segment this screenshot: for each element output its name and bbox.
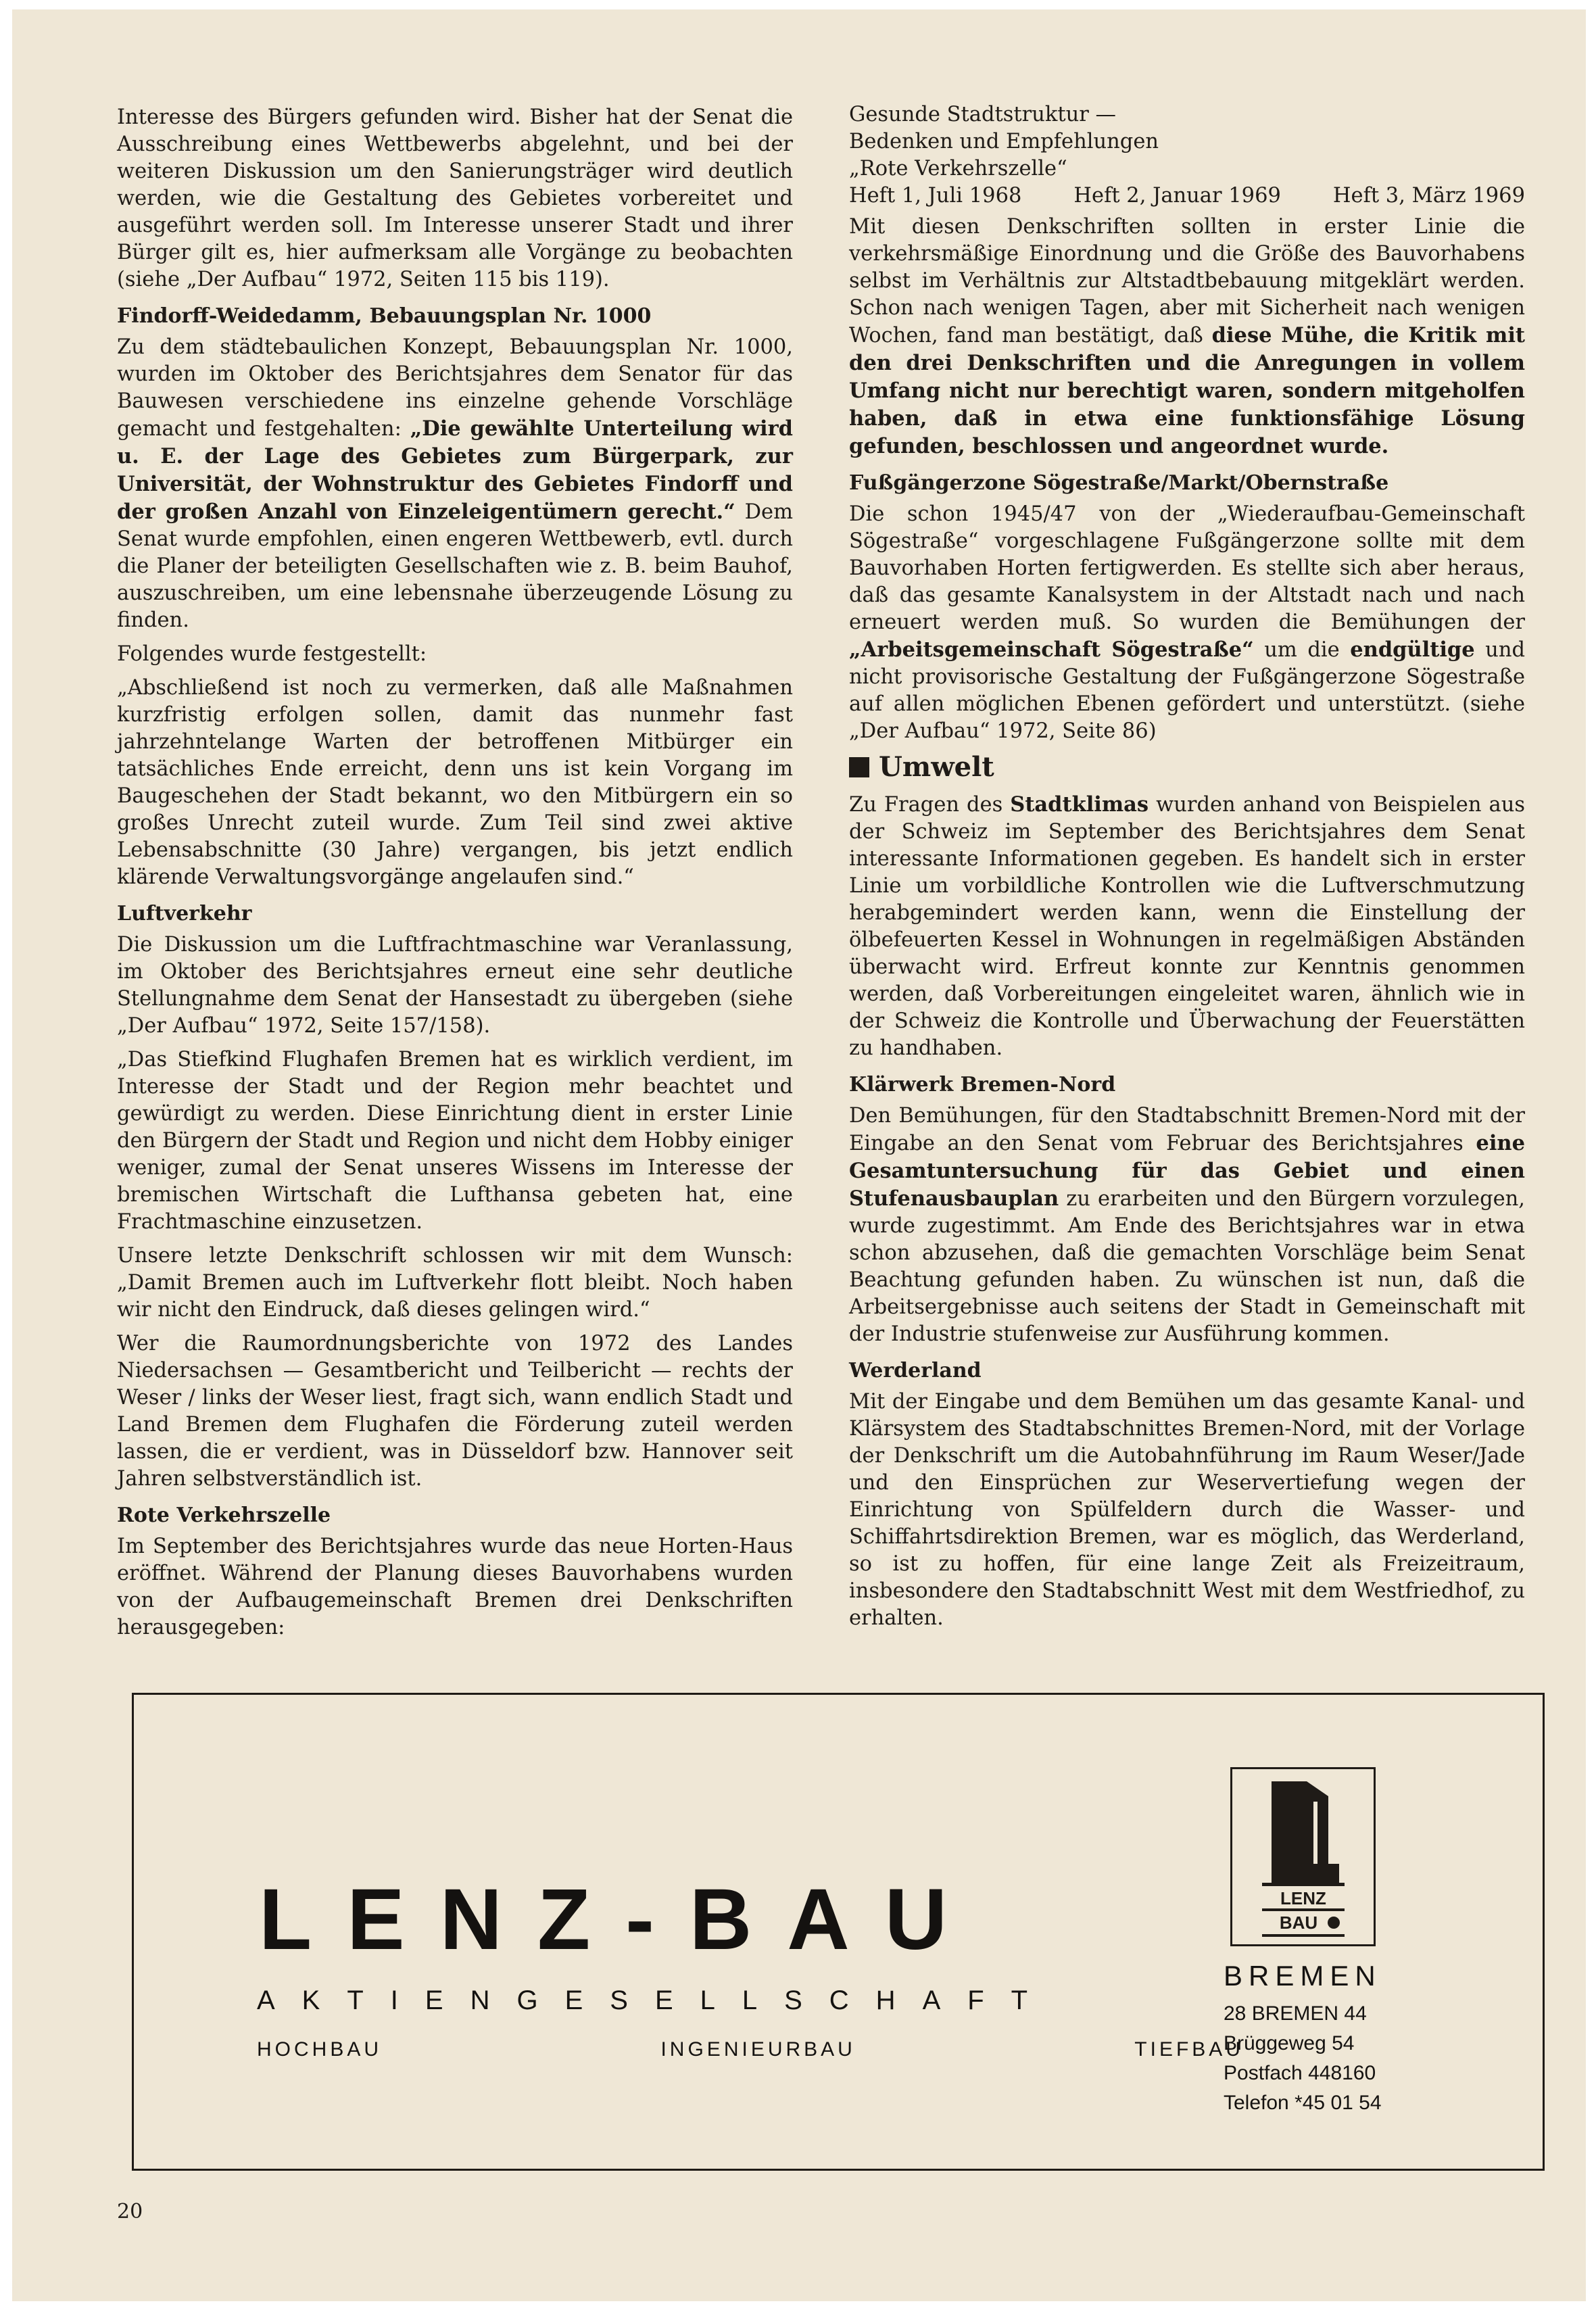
bold-text: eine Gesamtuntersuchung für das Gebiet und einen Stufenausbauplan [849,1131,1525,1211]
address-postal: 28 BREMEN 44 [1224,2002,1367,2025]
paragraph [849,791,1525,1062]
logo-text-1: LENZ [1280,1888,1326,1908]
company-city: BREMEN [1224,1960,1382,1992]
heading-klaerwerk: Klärwerk Bremen-Nord [849,1073,1116,1097]
paragraph [849,501,1525,745]
text: Zu dem städtebaulichen Konzept, Bebauungsplan Nr. 1000, wurden im Oktober des Berichtsjahres dem Senator für das Bauwesen verschiedene ins einzelne gehende Vorschläge gemacht und festgehalten: [117,335,793,441]
address-street: Brüggeweg 54 [1224,2032,1355,2054]
text: um die [1253,638,1351,662]
paragraph: Wer die Raumordnungsberichte von 1972 des Landes Niedersachsen — Gesamtbericht und Teilbericht — rechts der Weser / links der Weser liest, fragt sich, wann endlich Stadt und Land Bremen dem Flughafen die Förderung zuteil werden lassen, die er verdient, was in Düsseldorf bzw. Hannover seit Jahren selbstverständlich ist. [117,1332,793,1491]
heading-findorff: Findorff-Weidedamm, Bebauungsplan Nr. 1000 [117,304,652,328]
text: Mit diesen Denkschriften sollten in erster Linie die verkehrsmäßige Einordnung und die Größe des Bauvorhabens selbst im Verhältnis zur Altstadtbebauung mitgeklärt werden. Schon nach wenigen Tagen, aber mit Sicherheit nach wenigen Wochen, fand man bestätigt, daß [849,215,1525,347]
address-postfach: Postfach 448160 [1224,2062,1376,2084]
paragraph-quote: „Das Stiefkind Flughafen Bremen hat es wirklich verdient, im Interesse der Stadt und der Region mehr beachtet und gewürdigt zu werden. Diese Einrichtung dient in erster Linie den Bürgern der Stadt und Region und nicht dem Hobby einiger weniger, zumal der Senat unseres Wissens im Interesse der bremischen Wirtschaft die Lufthansa gebeten hat, eine Frachtmaschine einzusetzen. [117,1048,793,1234]
bold-text: diese Mühe, die Kritik mit den drei Denkschriften und die Anregungen in vollem Umfang nicht nur berechtigt waren, sondern mitgeholfen haben, daß in etwa eine funktionsfähige Lösung gefunden, beschlossen und angeordnet wurde. [849,323,1525,458]
heft-3: Heft 3, März 1969 [1332,184,1525,208]
bold-text: „Arbeitsgemeinschaft Sögestraße“ [849,637,1254,662]
company-name: LENZ-BAU [259,1871,983,1968]
bold-quote: „Die gewählte Unterteilung wird u. E. der Lage des Gebietes zum Bürgerpark, zur Universität, der Wohnstruktur des Gebietes Findorff und der großen Anzahl von Einzeleigentümern gerecht.“ [117,416,794,524]
paragraph: Mit der Eingabe und dem Bemühen um das gesamte Kanal- und Klärsystem des Stadtabschnittes Bremen-Nord, mit der Vorlage der Denkschrift um die Autobahnführung im Raum Weser/Jade und den Einsprüchen zur Weservertiefung wegen der Einrichtung von Spülfeldern durch die Wasser- und Schiffahrtsdirektion Bremen, war es möglich, das Werderland, so ist zu hoffen, für eine lange Zeit als Freizeitraum, insbesondere den Stadtabschnitt West mit dem Westfriedhof, zu erhalten. [849,1390,1525,1630]
section-title: Umwelt [879,751,994,783]
company-subtitle: AKTIENGESELLSCHAFT [257,1986,1055,2015]
address-telefon: Telefon *45 01 54 [1224,2092,1382,2114]
page-sheet [12,9,1586,2301]
text: zu erarbeiten und den Bürgern vorzulegen, wurde zugestimmt. Am Ende des Berichtsjahres war in etwa schon abzusehen, daß die gemachten Vorschläge beim Senat Beachtung gefunden haben. Zu wünschen ist nun, daß die Arbeitsergebnisse auch seitens der Stadt in Gemeinschaft mit der Industrie stufenweise zur Ausführung kommen. [849,1187,1525,1346]
paragraph [849,214,1525,460]
text: und nicht provisorische Gestaltung der Fußgängerzone Sögestraße auf allen möglichen Ebenen gefördert und unterstützt. (siehe „Der Aufbau“ 1972, Seite 86) [849,638,1525,743]
heft-1: Heft 1, Juli 1968 [849,184,1022,208]
service-item: TIEFBAU [1134,2038,1244,2061]
logo-text-2: BAU [1279,1912,1318,1933]
publication-list [849,101,1525,183]
service-item: INGENIEURBAU [660,2038,856,2061]
heft-row [849,183,1525,210]
paragraph: Interesse des Bürgers gefunden wird. Bisher hat der Senat die Ausschreibung eines Wettbewerbs abgelehnt, und bei der weiteren Diskussion um den Sanierungsträger wird deutlich werden, wie die Gestaltung des Gebietes vorbereitet und ausgeführt werden soll. Im Interesse unserer Stadt und ihrer Bürger gilt es, hier aufmerksam alle Vorgänge zu beobachten (siehe „Der Aufbau“ 1972, Seiten 115 bis 119). [117,105,793,291]
heading-luftverkehr: Luftverkehr [117,902,252,925]
section-heading-umwelt [849,752,1525,783]
company-logo [1230,1767,1376,1946]
heading-werderland: Werderland [849,1359,982,1382]
text: Dem Senat wurde empfohlen, einen engeren Wettbewerb, evtl. durch die Planer der beteiligten Gesellschaften wie z. B. beim Bauhof, auszuschreiben, um eine lebensnahe überzeugende Lösung zu finden. [117,500,793,632]
heading-fussgaengerzone: Fußgängerzone Sögestraße/Markt/Obernstraße [849,471,1389,495]
text: wurden anhand von Beispielen aus der Schweiz im September des Berichtsjahres dem Senat interessante Informationen gegeben. Es handelt sich in erster Linie um vorbildliche Kontrollen wie die Luftverschmutzung herabgemindert werden kann, wenn die Einstellung der ölbefeuerten Kessel in Wohnungen in regelmäßigen Abständen überwacht wird. Erfreut konnte zur Kenntnis genommen werden, daß Vorbereitungen eingeleitet waren, ähnlich wie in der Schweiz die Kontrolle und Überwachung der Feuerstätten zu handhaben. [849,793,1525,1060]
page-number: 20 [117,2200,143,2223]
paragraph: Im September des Berichtsjahres wurde das neue Horten-Haus eröffnet. Während der Planung dieses Bauvorhabens wurden von der Aufbaugemeinschaft Bremen drei Denkschriften herausgegeben: [117,1535,793,1639]
paragraph [849,1103,1525,1348]
list-line: Bedenken und Empfehlungen [849,130,1159,153]
paragraph: Die Diskussion um die Luftfrachtmaschine war Veranlassung, im Oktober des Berichtsjahres erneut eine sehr deutliche Stellungnahme dem Senat der Hansestadt zu übergeben (siehe „Der Aufbau“ 1972, Seite 157/158). [117,933,793,1038]
bold-text: Stadtklimas [1010,792,1149,817]
paragraph: Folgendes wurde festgestellt: [117,642,427,666]
paragraph [117,334,793,634]
paragraph: Unsere letzte Denkschrift schlossen wir mit dem Wunsch: „Damit Bremen auch im Luftverkehr flott bleibt. Noch haben wir nicht den Eindruck, daß dieses gelingen wird.“ [117,1244,793,1322]
list-line: Gesunde Stadtstruktur — [849,103,1117,126]
text: Den Bemühungen, für den Stadtabschnitt Bremen-Nord mit der Eingabe an den Senat vom Februar des Berichtsjahres [849,1104,1525,1155]
service-list [257,2038,1244,2061]
text: Die schon 1945/47 von der „Wiederaufbau-Gemeinschaft Sögestraße“ vorgeschlagene Fußgängerzone sollte mit dem Bauvorhaben Horten fertigwerden. Es stellte sich aber heraus, daß das gesamte Kanalsystem in der Altstadt nach und nach erneuert werden muß. So wurden die Bemühungen der [849,502,1525,634]
right-column [849,101,1525,1639]
text: Zu Fragen des [849,793,1011,817]
company-address [1224,1999,1382,2118]
left-column [117,104,793,1648]
service-item: HOCHBAU [257,2038,383,2061]
building-logo-icon [1232,1769,1374,1944]
bold-text: endgültige [1350,637,1475,662]
advertisement-box [132,1693,1545,2171]
paragraph-quote: „Abschließend ist noch zu vermerken, daß alle Maßnahmen kurzfristig erfolgen sollen, damit das nunmehr fast jahrzehntelange Warten der betroffenen Mitbürger ein tatsächliches Ende erreicht, denn uns ist kein Vorgang im Baugeschehen der Stadt bekannt, wo den Mitbürgern ein so großes Unrecht zuteil wurde. Zum Teil sind zwei aktive Lebensabschnitte (30 Jahre) vergangen, bis jetzt endlich klärende Verwaltungsvorgänge angelaufen sind.“ [117,676,793,889]
square-bullet-icon [849,757,869,777]
list-line: „Rote Verkehrszelle“ [849,157,1067,181]
heft-2: Heft 2, Januar 1969 [1073,184,1281,208]
heading-rote-verkehrszelle: Rote Verkehrszelle [117,1503,331,1527]
